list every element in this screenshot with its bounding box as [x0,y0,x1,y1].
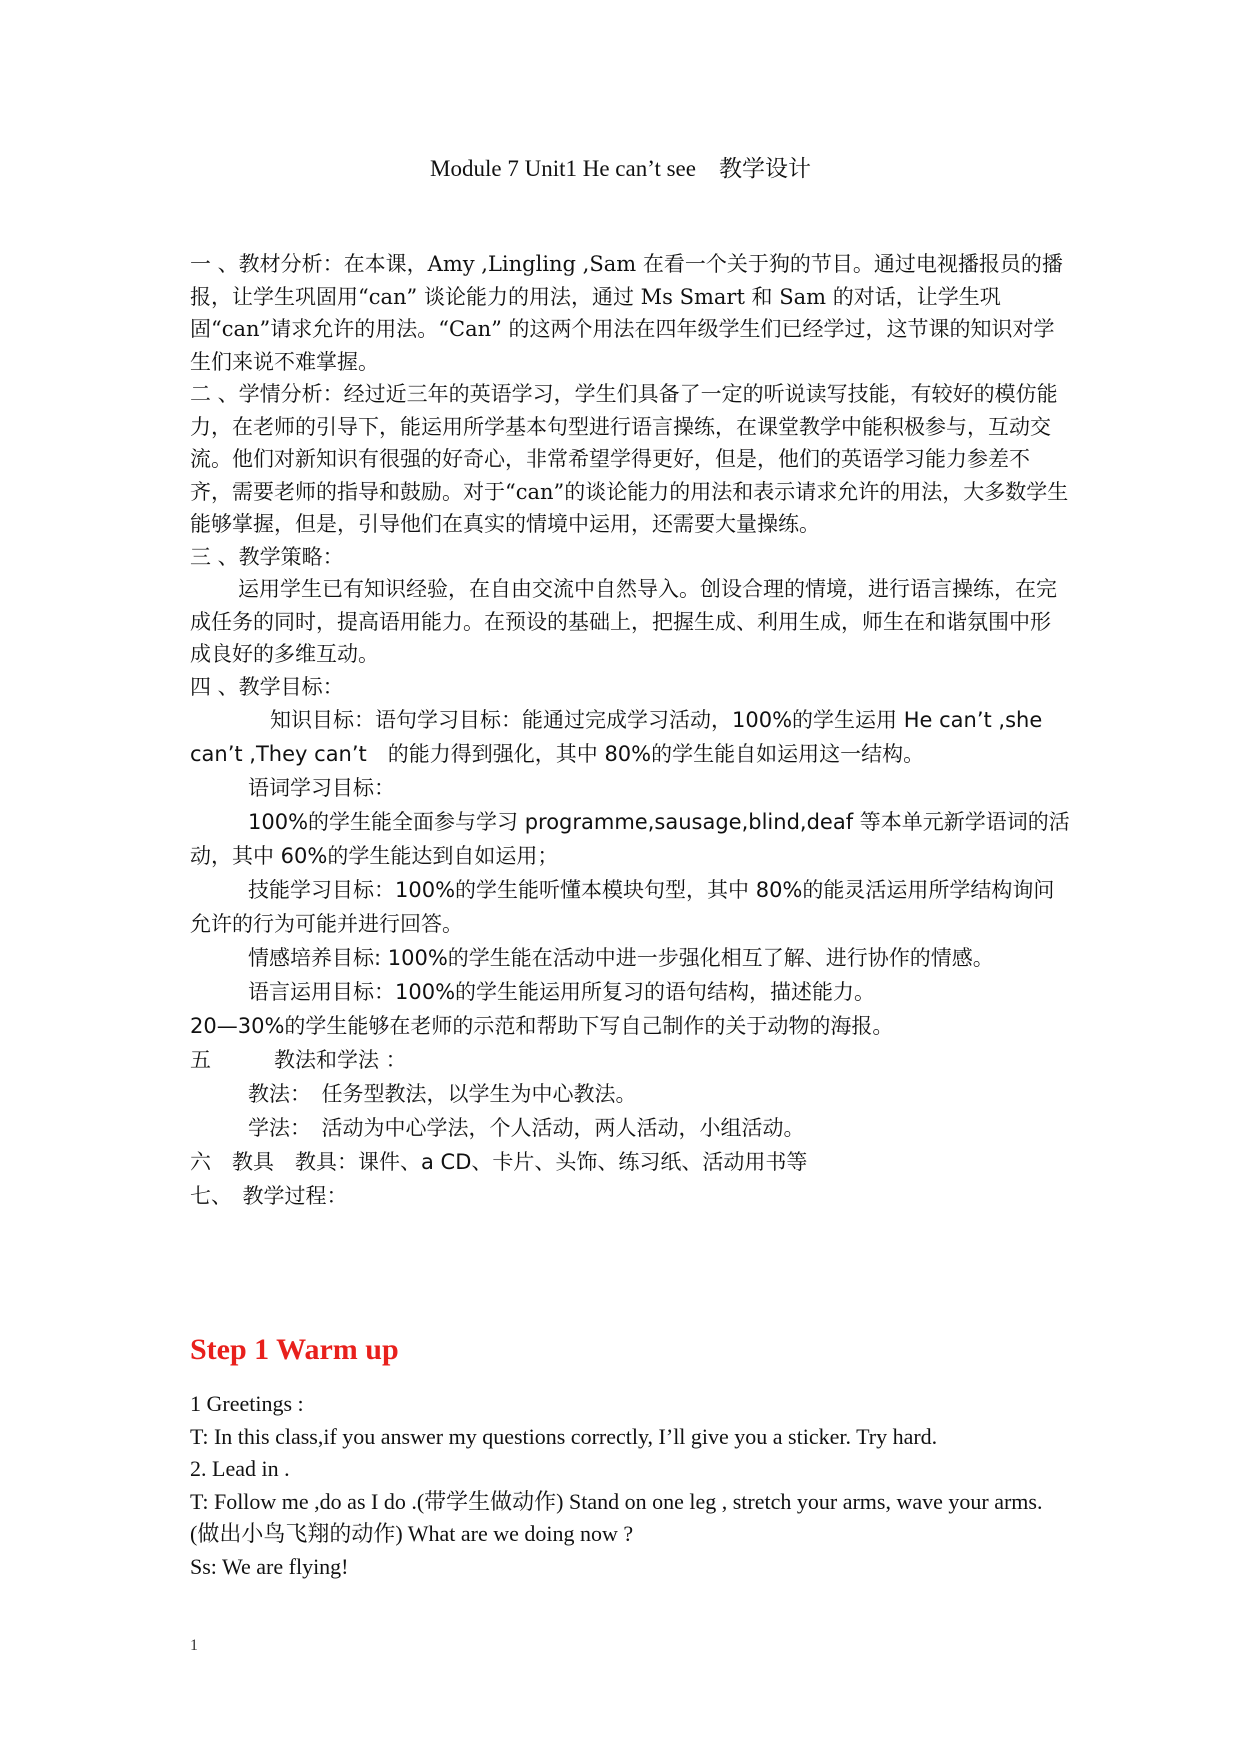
section-methods-heading: 五 教法和学法 ： [190,1048,407,1072]
section-textbook-analysis: 一 、教材分析：在本课，Amy ,Lingling ,Sam 在看一个关于狗的节目。通过电视播报员的播报，让学生巩固用“can” 谈论能力的用法，通过 Ms Smart 和 Sam 的对话，让学生巩固“can”请求允许的用法。“Can” 的这两个用法在四年级学生们已经学过，这节课的知识对学生们来说不难掌握。 [190,252,1063,374]
goal-knowledge: 知识目标：语句学习目标：能通过完成学习活动，100%的学生运用 He can’t ,she can’t ,They can’t 的能力得到强化，其中 80%的学生能自如运用这一结构。 [190,708,1043,766]
section-process-heading: 七、 教学过程： [190,1184,348,1208]
step1-line: 1 Greetings : [190,1391,304,1416]
method-teaching: 教法： 任务型教法，以学生为中心教法。 [248,1082,637,1106]
goal-skill: 技能学习目标：100%的学生能听懂本模块句型，其中 80%的能灵活运用所学结构询问允许的行为可能并进行回答。 [190,878,1055,936]
step1-line: T: Follow me ,do as I do .(带学生做动作) Stand on one leg , stretch your arms, wave your arms.(做出小鸟飞翔的动作) What are we doing now ? [190,1488,1043,1546]
document-body [190,248,1070,1213]
page-title: Module 7 Unit1 He can’t see 教学设计 [430,156,811,181]
section-strategy-heading: 三 、教学策略： [190,544,344,569]
section-student-analysis: 二 、学情分析：经过近三年的英语学习，学生们具备了一定的听说读写技能，有较好的模仿能力，在老师的引导下，能运用所学基本句型进行语言操练，在课堂教学中能积极参与，互动交流。他们对新知识有很强的好奇心，非常希望学得更好，但是，他们的英语学习能力参差不齐，需要老师的指导和鼓励。对于“can”的谈论能力的用法和表示请求允许的用法，大多数学生能够掌握，但是，引导他们在真实的情境中运用，还需要大量操练。 [190,382,1069,536]
goal-language: 语言运用目标：100%的学生能运用所复习的语句结构，描述能力。 [248,980,876,1004]
goal-poster: 20—30%的学生能够在老师的示范和帮助下写自己制作的关于动物的海报。 [190,1014,894,1038]
goal-emotion: 情感培养目标: 100%的学生能在活动中进一步强化相互了解、进行协作的情感。 [248,946,994,970]
goal-vocab: 100%的学生能全面参与学习 programme,sausage,blind,deaf 等本单元新学语词的活动，其中 60%的学生能达到自如运用； [190,810,1070,868]
section-strategy-body: 运用学生已有知识经验，在自由交流中自然导入。创设合理的情境，进行语言操练，在完成任务的同时，提高语用能力。在预设的基础上，把握生成、利用生成，师生在和谐氛围中形成良好的多维互动。 [190,577,1057,666]
page-number: 1 [190,1637,198,1654]
section-teaching-aids: 六 教具 教具：课件、a CD、卡片、头饰、练习纸、活动用书等 [190,1150,808,1174]
section-goals-heading: 四 、教学目标： [190,674,344,699]
step1-line: T: In this class,if you answer my questions correctly, I’ll give you a sticker. Try hard. [190,1423,938,1449]
step1-line: Ss: We are flying! [190,1553,349,1579]
step1-line: 2. Lead in . [190,1456,290,1481]
step1-content [190,1388,1070,1583]
goal-vocab-heading: 语词学习目标： [248,776,395,800]
method-learning: 学法： 活动为中心学法，个人活动，两人活动，小组活动。 [248,1116,805,1140]
step1-heading: Step 1 Warm up [190,1333,399,1366]
